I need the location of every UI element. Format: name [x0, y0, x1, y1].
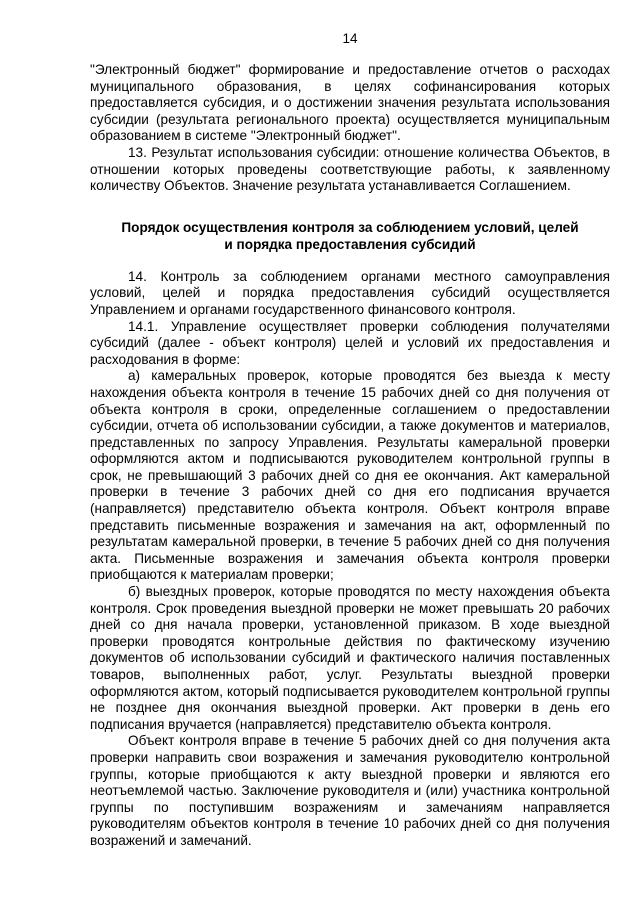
paragraph-14: 14. Контроль за соблюдением органами местного самоуправления условий, целей и порядка предоставления субсидий осуществляется Управлением и органами государственного финансового контроля. — [90, 268, 610, 317]
paragraph-13: 13. Результат использования субсидии: отношение количества Объектов, в отношении которых проведены соответствующие работы, к заявленному количеству Объектов. Значение результата устанавливается Соглашением. — [90, 144, 610, 194]
paragraph-electronic-budget: "Электронный бюджет" формирование и предоставление отчетов о расходах муниципального образования, в целях софинансирования которых предоставляется субсидия, и о достижении значения результата использования субсидии (результата регионального проекта) осуществляется муниципальным образованием в системе "Электронный бюджет". — [90, 62, 610, 144]
paragraph-objections: Объект контроля вправе в течение 5 рабочих дней со дня получения акта проверки направить свои возражения и замечания руководителю контрольной группы, которые приобщаются к акту выездной проверки и являются его неотъемлемой частью. Заключение руководителя и (или) участника контрольной группы по поступившим возражениям и замечаниям направляется руководителям объектов контроля в течение 10 рабочих дней со дня получения возражений и замечаний. — [90, 733, 610, 848]
paragraph-item-b: б) выездных проверок, которые проводятся по месту нахождения объекта контроля. Срок проведения выездной проверки не может превышать 20 рабочих дней со дня начала проверки, установленной приказом. В ходе выездной проверки проводятся контрольные действия по фактическому изучению документов об использовании субсидий и фактического наличия поставленных товаров, выполненных работ, услуг. Результаты выездной проверки оформляются актом, который подписывается руководителем контрольной группы не позднее дня окончания выездной проверки. Акт проверки в день его подписания вручается (направляется) представителю объекта контроля. — [90, 584, 610, 732]
document-page — [90, 30, 610, 850]
section-heading-line-1: Порядок осуществления контроля за соблюдением условий, целей — [121, 219, 579, 235]
paragraph-item-a: а) камеральных проверок, которые проводятся без выезда к месту нахождения объекта контроля в течение 15 рабочих дней со дня получения от объекта контроля в сроки, определенные соглашением о предоставлении субсидии, отчета об использовании субсидии, а также документов и материалов, представленных по запросу Управления. Результаты камеральной проверки оформляются актом и подписываются руководителем контрольной группы в срок, не превышающий 3 рабочих дней со дня ее окончания. Акт камеральной проверки в течение 3 рабочих дней со дня его подписания вручается (направляется) представителю объекта контроля. Объект контроля вправе представить письменные возражения и замечания на акт, оформленный по результатам камеральной проверки, в течение 5 рабочих дней со дня получения акта. Письменные возражения и замечания объекта контроля проверки приобщаются к материалам проверки; — [90, 368, 610, 583]
paragraph-14-1: 14.1. Управление осуществляет проверки соблюдения получателями субсидий (далее - объект контроля) целей и условий их предоставления и расходования в форме: — [90, 318, 610, 367]
section-heading — [90, 219, 610, 253]
page-number: 14 — [342, 31, 358, 46]
section-heading-line-2: и порядка предоставления субсидий — [224, 236, 476, 252]
